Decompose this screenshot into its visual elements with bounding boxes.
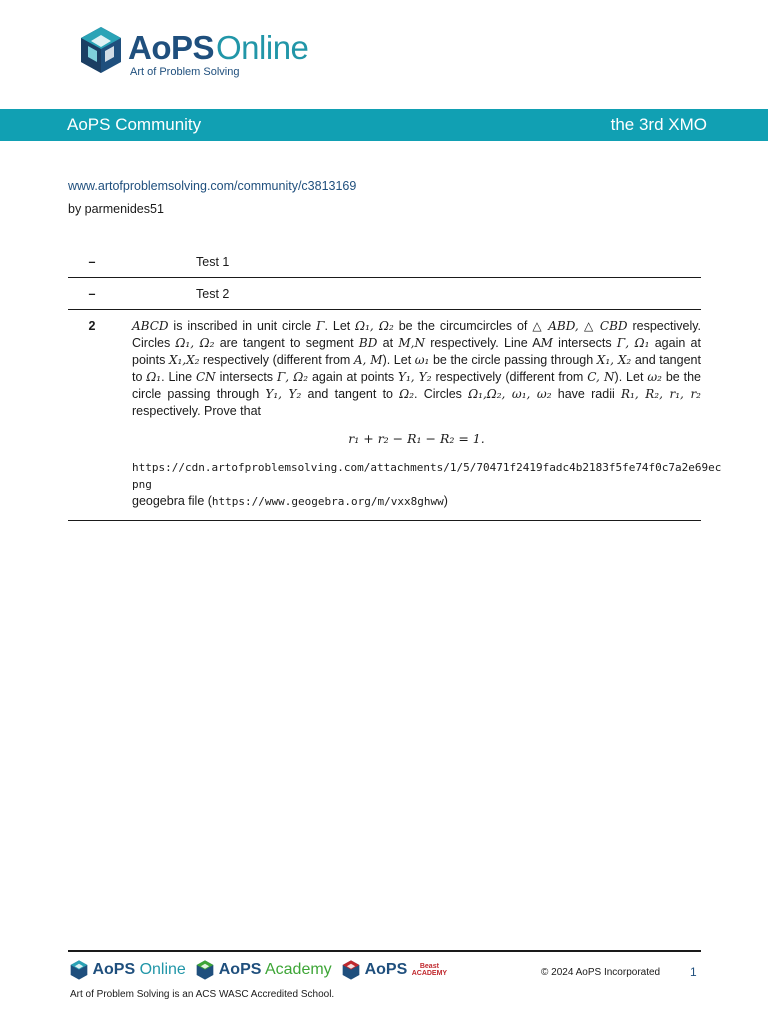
problem-statement: ABCD is inscribed in unit circle Γ. Let Ω₁, Ω₂ be the circumcircles of △ ABD, △ CBD respectively. Circles Ω₁, Ω₂ are tangent to segment BD at M,N respectively. Line AM intersects Γ, Ω₁ again at points X₁,X₂ respectively (different from A, M). Let ω₁ be the circle passing through X₁, X₂ and tangent to Ω₁. Line CN intersects Γ, Ω₂ again at points Y₁, Y₂ respectively (different from C, N). Let ω₂ be the circle passing through Y₁, Y₂ and tangent to Ω₂. Circles Ω₁,Ω₂, ω₁, ω₂ have radii R₁, R₂, r₁, r₂ respectively. Prove that r₁ + r₂ − R₁ − R₂ = 1. https://cdn.artofproblemsolving.com/attachments/1/5/70471f2419fadc4b2183f5fe74f0c7a2e69ec png geogebra file (https://www.geogebra.org/m/vxx8ghww) [132, 318, 701, 510]
display-equation: r₁ + r₂ − R₁ − R₂ = 1. [348, 431, 485, 446]
beast-cube-icon [342, 960, 360, 980]
community-url-link[interactable]: www.artofproblemsolving.com/community/c3813169 [68, 179, 357, 193]
banner-community-label[interactable]: AoPS Community [67, 115, 202, 134]
aops-cube-icon [70, 960, 88, 980]
page-number: 1 [690, 965, 697, 979]
footer-divider [68, 950, 701, 952]
problem-row [68, 246, 701, 278]
attachment-extension: png [132, 478, 152, 491]
logo-wordmark: AoPSOnline [128, 29, 309, 66]
problem-number: 2 [88, 319, 96, 333]
problem-list [68, 246, 722, 521]
footer-aops-academy-logo[interactable]: AoPS Academy [196, 960, 331, 980]
banner-contest-title: the 3rd XMO [610, 115, 707, 134]
author-line: by parmenides51 [68, 202, 164, 216]
problem-row [68, 310, 722, 521]
aops-cube-icon [80, 26, 122, 74]
problem-number: – [88, 287, 96, 301]
footer-logos [70, 960, 453, 984]
copyright-notice: © 2024 AoPS Incorporated [541, 967, 661, 978]
problem-number: – [88, 255, 96, 269]
accreditation-note: Art of Problem Solving is an ACS WASC Accredited School. [70, 989, 335, 1000]
geogebra-link[interactable]: https://www.geogebra.org/m/vxx8ghww [211, 495, 444, 508]
section-title: Test 1 [196, 255, 230, 269]
footer-beast-academy-logo[interactable]: AoPS Beast ACADEMY [342, 960, 447, 980]
academy-cube-icon [196, 960, 214, 980]
problem-row [68, 278, 701, 310]
geogebra-line: geogebra file (https://www.geogebra.org/m/vxx8ghww) [132, 494, 448, 508]
attachment-link[interactable]: https://cdn.artofproblemsolving.com/attachments/1/5/70471f2419fadc4b2183f5fe74f0c7a2e69ec [132, 461, 722, 474]
community-banner [0, 109, 768, 141]
footer-aops-online-logo[interactable]: AoPS Online [70, 960, 186, 980]
section-title: Test 2 [196, 287, 230, 301]
logo-tagline: Art of Problem Solving [130, 66, 240, 78]
